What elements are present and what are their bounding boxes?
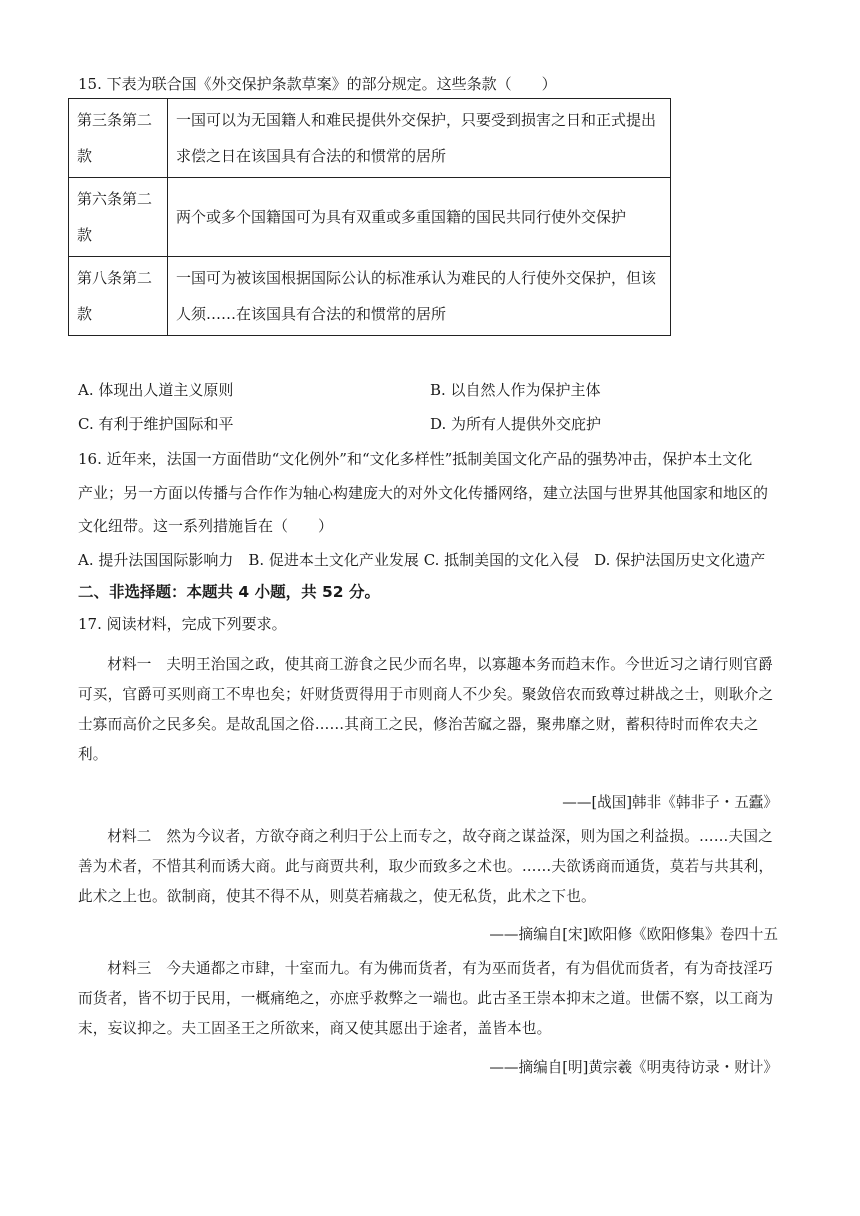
article-cell: 第八条第二 款 (69, 257, 168, 336)
q15-option-a: A. 体现出人道主义原则 (78, 381, 234, 399)
provision-cell: 两个或多个国籍国可为具有双重或多重国籍的国民共同行使外交保护 (168, 178, 671, 257)
q15-option-b: B. 以自然人作为保护主体 (430, 381, 601, 399)
source-three: ——摘编自[明]黄宗羲《明夷待访录・财计》 (489, 1059, 778, 1076)
source-two: ——摘编自[宋]欧阳修《欧阳修集》卷四十五 (489, 926, 778, 943)
q15-option-c: C. 有利于维护国际和平 (78, 415, 234, 433)
q16-line: 产业；另一方面以传播与合作作为轴心构建庞大的对外文化传播网络，建立法国与世界其他国家和地区的 (78, 484, 769, 502)
source-one: ——[战国]韩非《韩非子・五蠹》 (562, 794, 778, 811)
table-row (69, 99, 671, 178)
q15-option-d: D. 为所有人提供外交庇护 (430, 415, 602, 433)
q15-table (68, 98, 671, 336)
q16-line: 16. 近年来，法国一方面借助“文化例外”和“文化多样性”抵制美国文化产品的强势冲击，保护本土文化 (78, 450, 753, 468)
provision-cell: 一国可为被该国根据国际公认的标准承认为难民的人行使外交保护，但该 人须……在该国具有合法的和惯常的居所 (168, 257, 671, 336)
q16-options: A. 提升法国国际影响力 B. 促进本土文化产业发展 C. 抵制美国的文化入侵 D. 保护法国历史文化遗产 (78, 551, 766, 569)
section-heading: 二、非选择题：本题共 4 小题，共 52 分。 (78, 583, 380, 601)
material-two: 材料二 然为今议者，方欲夺商之利归于公上而专之，故夺商之谋益深，则为国之利益损。……夫国之善为术者，不惜其利而诱大商。此与商贾共利，取少而致多之术也。……夫欲诱商而通货，莫若与共其利，此术之上也。欲制商，使其不得不从，则莫若痛裁之，使无私货，此术之下也。 (78, 828, 774, 905)
table-row (69, 178, 671, 257)
material-three: 材料三 今夫通都之市肆，十室而九。有为佛而货者，有为巫而货者，有为倡优而货者，有为奇技淫巧而货者，皆不切于民用，一概痛绝之，亦庶乎救弊之一端也。此古圣王崇本抑末之道。世儒不察，以工商为末，妄议抑之。夫工固圣王之所欲来，商又使其愿出于途者，盖皆本也。 (78, 960, 774, 1037)
q16-line: 文化纽带。这一系列措施旨在（ ） (78, 517, 334, 535)
material-one: 材料一 夫明王治国之政，使其商工游食之民少而名卑，以寡趣本务而趋末作。今世近习之请行则官爵可买，官爵可买则商工不卑也矣；奸财货贾得用于市则商人不少矣。聚敛倍农而致尊过耕战之士，则耿介之士寡而高价之民多矣。是故乱国之俗……其商工之民，修治苦窳之器，聚弗靡之财，蓄积待时而侔农夫之利。 (78, 656, 774, 763)
q17-stem: 17. 阅读材料，完成下列要求。 (78, 615, 287, 633)
table-row (69, 257, 671, 336)
q15-stem: 15. 下表为联合国《外交保护条款草案》的部分规定。这些条款（ ） (78, 75, 557, 93)
provision-cell: 一国可以为无国籍人和难民提供外交保护，只要受到损害之日和正式提出 求偿之日在该国具有合法的和惯常的居所 (168, 99, 671, 178)
article-cell: 第三条第二 款 (69, 99, 168, 178)
article-cell: 第六条第二 款 (69, 178, 168, 257)
